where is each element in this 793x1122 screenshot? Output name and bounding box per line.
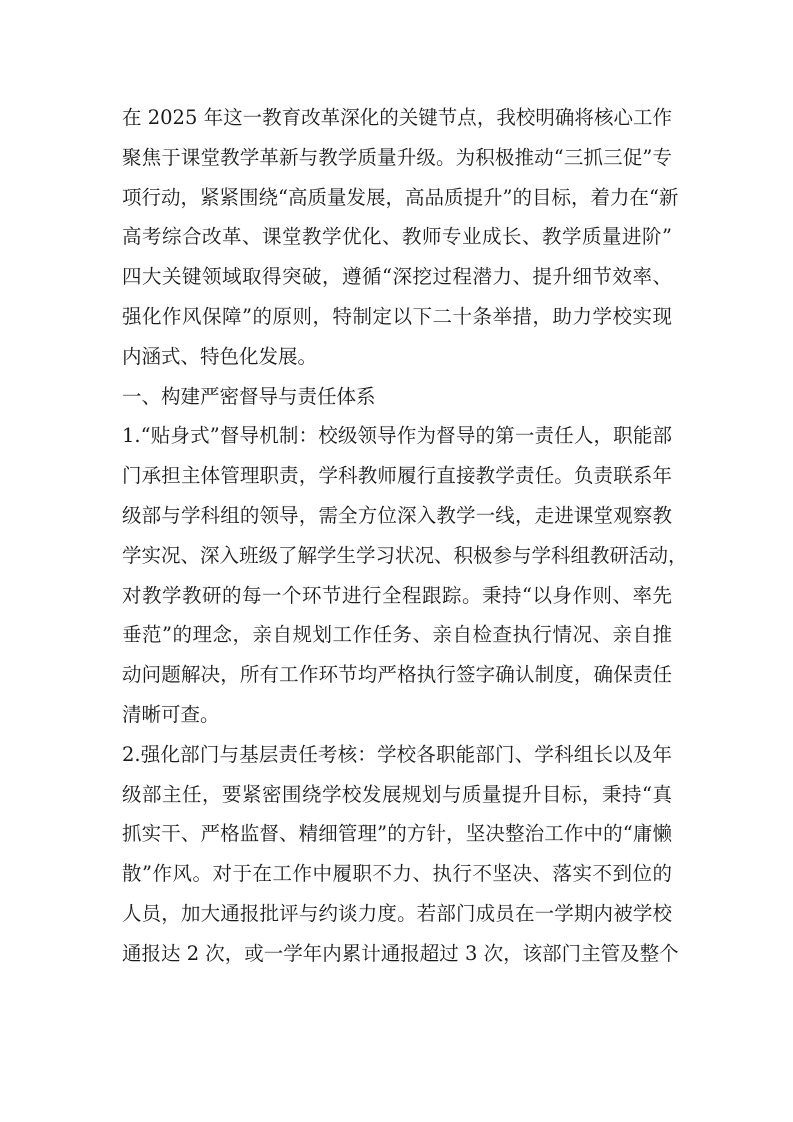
text-line: 1.“贴身式”督导机制：校级领导作为督导的第一责任人，职能部	[122, 424, 672, 448]
text-line: 级部与学科组的领导，需全方位深入教学一线，走进课堂观察教	[122, 503, 672, 527]
intro-paragraph	[122, 104, 679, 383]
text-line: 抓实干、严格监督、精细管理”的方针，坚决整治工作中的“庸懒	[122, 822, 672, 846]
text-line: 聚焦于课堂教学革新与教学质量升级。为积极推动“三抓三促”专	[122, 145, 672, 169]
document-page	[122, 104, 688, 980]
text-line: 散”作风。对于在工作中履职不力、执行不坚决、落实不到位的	[122, 862, 672, 886]
item-1-paragraph	[122, 422, 688, 740]
text-line: 人员，加大通报批评与约谈力度。若部门成员在一学期内被学校	[122, 901, 672, 925]
section-heading: 一、构建严密督导与责任体系	[122, 384, 376, 408]
text-line: 清晰可查。	[122, 702, 220, 726]
text-line: 在 2025 年这一教育改革深化的关键节点，我校明确将核心工作	[122, 106, 672, 129]
text-line: 2.强化部门与基层责任考核：学校各职能部门、学科组长以及年	[122, 742, 672, 766]
text-line: 对教学教研的每一个环节进行全程跟踪。秉持“以身作则、率先	[122, 583, 672, 607]
text-line: 内涵式、特色化发展。	[122, 344, 318, 368]
text-line: 学实况、深入班级了解学生学习状况、积极参与学科组教研活动，	[122, 543, 688, 567]
text-line: 垂范”的理念，亲自规划工作任务、亲自检查执行情况、亲自推	[122, 623, 672, 647]
item-2-paragraph	[122, 741, 679, 980]
text-line: 强化作风保障”的原则，特制定以下二十条举措，助力学校实现	[122, 304, 672, 328]
text-line: 级部主任，要紧密围绕学校发展规划与质量提升目标，秉持“真	[122, 782, 672, 806]
text-line: 通报达 2 次，或一学年内累计通报超过 3 次，该部门主管及整个	[122, 941, 679, 965]
text-line: 四大关键领域取得突破，遵循“深挖过程潜力、提升细节效率、	[122, 265, 672, 289]
text-line: 高考综合改革、课堂教学优化、教师专业成长、教学质量进阶”	[122, 225, 672, 249]
text-line: 动问题解决，所有工作环节均严格执行签字确认制度，确保责任	[122, 663, 672, 687]
text-line: 项行动，紧紧围绕“高质量发展，高品质提升”的目标，着力在“新	[122, 185, 679, 209]
text-line: 门承担主体管理职责，学科教师履行直接教学责任。负责联系年	[122, 464, 672, 488]
